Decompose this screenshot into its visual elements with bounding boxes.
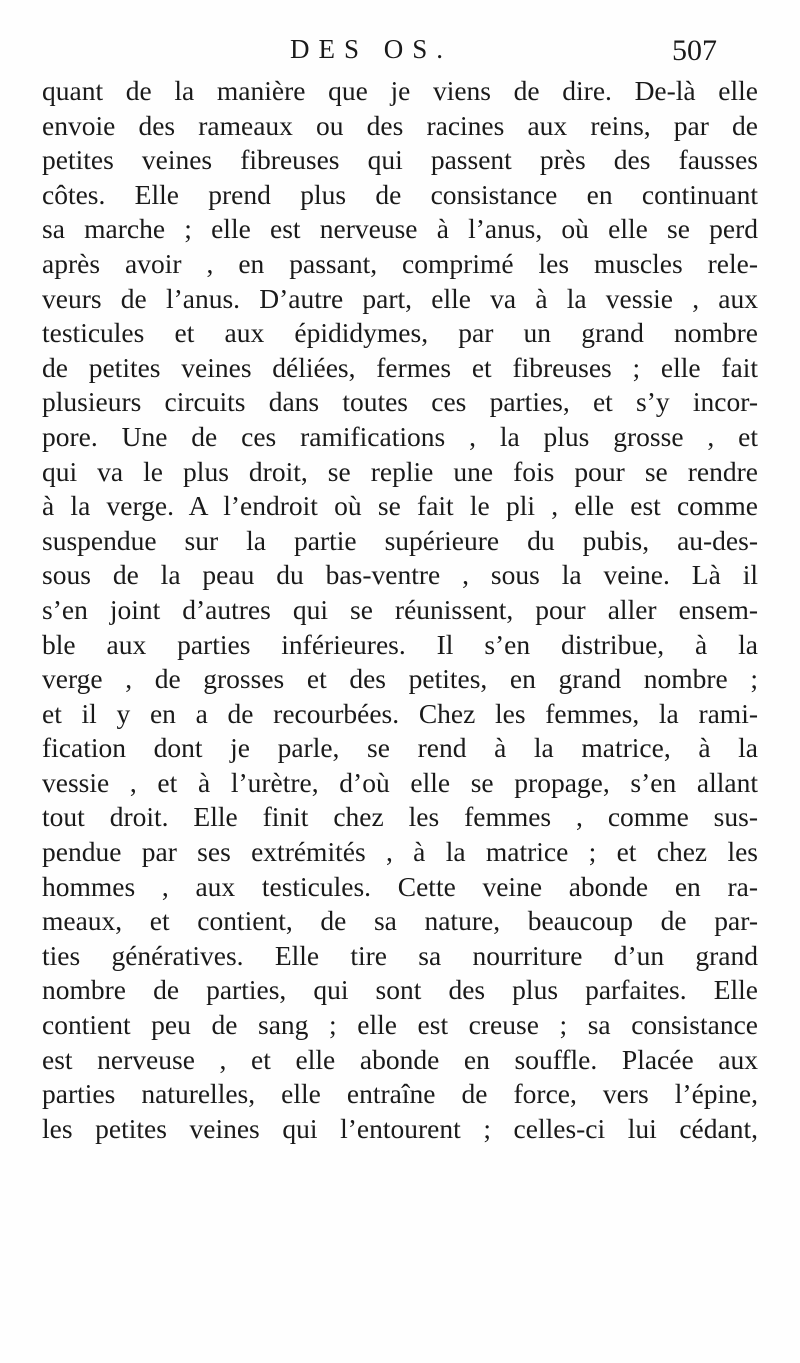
text-line: veurs de l’anus. D’autre part, elle va à la vessie , aux <box>42 282 758 314</box>
text-line: et il y en a de recourbées. Chez les femmes, la rami- <box>42 697 758 729</box>
text-line: tout droit. Elle finit chez les femmes , comme sus- <box>42 801 758 833</box>
text-line: parties naturelles, elle entraîne de force, vers l’épine, <box>42 1078 758 1110</box>
text-line: fication dont je parle, se rend à la matrice, à la <box>42 732 758 764</box>
text-line: sous de la peau du bas-ventre , sous la veine. Là il <box>42 559 758 591</box>
text-line: suspendue sur la partie supérieure du pubis, au-des- <box>42 524 758 556</box>
text-line: pore. Une de ces ramifications , la plus grosse , et <box>42 420 758 452</box>
text-line: envoie des rameaux ou des racines aux reins, par de <box>42 109 758 141</box>
text-line: côtes. Elle prend plus de consistance en continuant <box>42 178 758 210</box>
text-line: est nerveuse , et elle abonde en souffle. Placée aux <box>42 1043 758 1075</box>
text-line: les petites veines qui l’entourent ; celles-ci lui cédant, <box>42 1112 758 1144</box>
text-line: quant de la manière que je viens de dire. De-là elle <box>42 75 758 106</box>
text-line: ble aux parties inférieures. Il s’en distribue, à la <box>42 628 758 660</box>
text-line: meaux, et contient, de sa nature, beaucoup de par- <box>42 905 758 937</box>
text-line: pendue par ses extrémités , à la matrice ; et chez les <box>42 836 758 868</box>
page-number: 507 <box>672 34 717 67</box>
text-line: contient peu de sang ; elle est creuse ; sa consistance <box>42 1009 758 1041</box>
text-line: à la verge. A l’endroit où se fait le pli , elle est comme <box>42 490 758 522</box>
text-line: petites veines fibreuses qui passent près des fausses <box>42 144 758 176</box>
text-line: ties génératives. Elle tire sa nourriture d’un grand <box>42 939 758 971</box>
text-line: s’en joint d’autres qui se réunissent, pour aller ensem- <box>42 593 758 625</box>
text-line: de petites veines déliées, fermes et fibreuses ; elle fait <box>42 351 758 383</box>
text-line: plusieurs circuits dans toutes ces parties, et s’y incor- <box>42 386 758 418</box>
text-line: après avoir , en passant, comprimé les muscles rele- <box>42 247 758 279</box>
text-line: vessie , et à l’urètre, d’où elle se propage, s’en allant <box>42 766 758 798</box>
running-head-title: DES OS. <box>290 34 453 64</box>
text-line: sa marche ; elle est nerveuse à l’anus, où elle se perd <box>42 213 758 245</box>
running-head <box>0 30 800 70</box>
text-line: nombre de parties, qui sont des plus parfaites. Elle <box>42 974 758 1006</box>
text-line: hommes , aux testicules. Cette veine abonde en ra- <box>42 870 758 902</box>
text-line: testicules et aux épididymes, par un grand nombre <box>42 317 758 349</box>
text-line: verge , de grosses et des petites, en grand nombre ; <box>42 663 758 695</box>
text-line: qui va le plus droit, se replie une fois pour se rendre <box>42 455 758 487</box>
body-text <box>42 74 758 1146</box>
